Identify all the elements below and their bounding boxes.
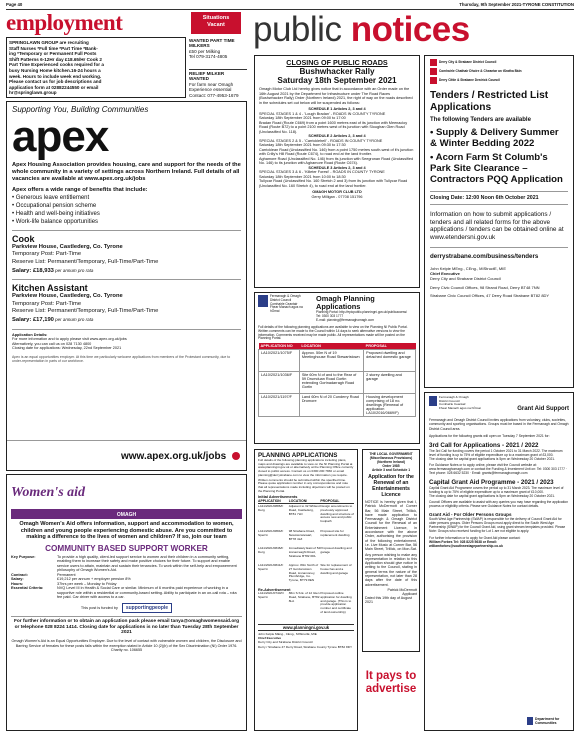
closing-sub: Bushwhacker Rally [299, 67, 375, 76]
council-name [270, 295, 313, 323]
detail-value: 37hrs per week – Monday to Friday [57, 581, 117, 586]
relief-line: Experience essential [189, 87, 232, 93]
licence-body: NOTICE is hereby given that I, Patrick McDermott of Corner Bar, 56 Main Street, Trillick, have made application to Fermanagh & Omagh District Council for the Renewal of an Entertainment Licence, in accordance with the above Order, authorising the provision of the following entertainment, i.e. Live Music at Corner Bar, 56 Main Street, Trillick, on Mon-Sat. [365, 500, 417, 552]
milkers-line: £50 per Milking [189, 48, 221, 54]
table-cell: Proposed dwelling and garage [320, 546, 352, 555]
table-cell: Approx. 50m N of 19 Meetinghouse Road Stewartstown [299, 350, 363, 372]
licence-title: Application for the Renewal of an Entertainments Licence [368, 474, 414, 498]
schedule-line: Carricklean Road (Unclassified No. 146) from a point 1750 metres south-west of it's junction with Crilly's Hill Road (Route C674), to road end at the land frontier. [259, 147, 414, 156]
omagh-planning-table [258, 343, 416, 417]
closing-signoff: OMAGH MOTOR CLUB LTD [312, 190, 362, 194]
funded-by-label: This post is funded by [80, 605, 118, 610]
detail-row [11, 555, 242, 573]
omagh-planning-header [258, 295, 416, 323]
council-line: Fermanagh & Omagh [269, 294, 301, 298]
issue-date: Thursday, 9th September 2021-TYRONE CONSTITUTION [459, 2, 574, 7]
grant-contact: Council Officers are available to assist with any queries you may have regarding the application process or eligibility criteria. Please see Guidance Notes for contact details. [429, 499, 569, 508]
benefit-item: • Health and well-being initiatives [12, 210, 241, 218]
licence-header-line: Order 1985 [382, 464, 400, 468]
advertise-promo [362, 656, 420, 731]
kitchen-location: Parkview House, Castlederg, Co. Tyrone [12, 293, 123, 300]
supporting-people-logo: supportingpeople [122, 603, 172, 613]
table-cell: LA11/2021/0841/F Sperrin [258, 563, 284, 572]
tender-item: • Acorn Farm St Columb's Park Site Clearance – Contractors PQQ Application [430, 152, 568, 185]
schedule-heading: SCHEDULE 2 Articles 2, 3 and 4 [308, 134, 366, 138]
council-line: District Council [269, 297, 292, 302]
tenders-notice [424, 55, 574, 388]
table-cell: Proposed dwelling and detached domestic garage [364, 350, 416, 372]
omagh-planning-notice [254, 292, 420, 444]
app-details-line: Alternatively, you can call us on 028 7130 4800 [12, 341, 92, 346]
council-crest-icon [258, 295, 268, 307]
column-header: PROPOSAL [320, 499, 340, 504]
cook-location: Parkview House, Castlederg, Co. Tyrone [12, 243, 123, 250]
column-header: PROPOSAL [364, 343, 416, 350]
post-title: COMMUNITY BASED SUPPORT WORKER [45, 543, 208, 553]
schedule-line: Bradan Road (Route C669) from a point 1600 metres east of its junction with Meenacloy Road (Route B72) to a point 2100 metres west of its junction with Sloughan Glen Road (Unclassified No. 118). [259, 120, 408, 134]
cook-temporary: Temporary Post: Part-Time [12, 251, 82, 258]
licence-signature: Patrick McDermott [387, 587, 417, 592]
schedule-line: Tullycar Road (Unclassified No. 160 Stretch 2 and 3) from its junction with Tullycar Road (Unclassified No. 160 Stretch 4), to road end at the land frontier. [259, 179, 408, 188]
council-line: Comhairle Ceantair [269, 301, 298, 306]
milkers-line: Tel 079-3174-4805 [189, 54, 228, 60]
milkers-line: WANTED PART TIME [189, 38, 235, 43]
apex-ad [6, 101, 247, 471]
signoff-line: John Kelpie MEng., CEng., MIStructE, MIE [430, 266, 507, 272]
signoff-line: John Kelple MEng., CEng., MIStructE, MIE [258, 632, 317, 637]
public-word: public [253, 10, 342, 49]
grant-call-1-heading: 3rd Call for Applications - 2021 / 2022 [429, 441, 539, 449]
council-logo-icon [430, 77, 437, 84]
springlawn-line: week. Hours to include week end working. [9, 73, 102, 79]
column-header: LOCATION/ [288, 499, 308, 504]
cook-salary [12, 267, 241, 276]
detail-key: Key Purpose: [11, 554, 36, 559]
ds-planning-signoff [258, 633, 354, 650]
kitchen-salary [12, 316, 241, 325]
grant-call-line: The closing date for capital grant applications is 5pm on Wednesday 20 October 2021. [429, 456, 556, 461]
initial-ads-heading: Initial Advertisements [258, 495, 298, 500]
licence-header-line: THE LOCAL GOVERNMENT [369, 452, 413, 456]
table-cell: 98 Strabane Road, Newtownstewart, BT78 4LZ [288, 529, 315, 541]
badge-line-2: Vacant [207, 22, 225, 28]
licence-header [365, 452, 417, 472]
table-row [258, 547, 354, 564]
kitchen-reserve: Reserve List: Permanent/Temporary, Full-Time/Part-Time [12, 308, 159, 315]
womens-aid-ad [6, 474, 247, 731]
table-row [258, 530, 354, 547]
licence-body-2: Any person wishing to make any representation in relation to this Application should give notice in writing to the Council, stating in general terms the nature of the representation, not later than 28 days after the date of this advertisement. [365, 552, 417, 587]
advertise-line: It pays to [365, 670, 417, 682]
apex-intro: Apex Housing Association provides housing, care and support for the needs of the whole community in a variety of settings across Northern Ireland. Full details of all vacancies are available at www.apex.org.uk/jobs [12, 162, 241, 183]
schedule-line: SPECIAL STAGES 2 & 5 - 'Carricklehell' - ROADS IN COUNTY TYRONE [259, 138, 383, 143]
closing-date: Saturday 18th September 2021 [277, 76, 397, 85]
planning-portal: Planning Portal: http://epicpublic.planningni.gov.uk/publicaccess/ [316, 310, 408, 314]
council-logo-row [430, 68, 568, 75]
womens-aid-logo [11, 485, 85, 501]
ds-planning-title: PLANNING APPLICATIONS [258, 452, 338, 459]
tenders-list [430, 127, 568, 185]
detail-key: Salary: [11, 577, 24, 582]
dfc-logo-icon [527, 717, 533, 725]
signoff-line: Chief Executive [258, 636, 282, 641]
situations-vacant-badge [191, 12, 241, 34]
apex-kitchen-section [12, 279, 241, 324]
relief-line: WANTED [189, 76, 209, 82]
council-name: Comhairle Chathair Dhoire & Cheantar an tSratha Báin [439, 68, 522, 73]
ds-planning-notice [254, 449, 358, 731]
council-line: Fhear Manach agus na hÓmaí [439, 405, 481, 410]
detail-value: To provide a high quality, client-led support service to women and their children in a community setting, enabling them to increase their safety and make positive choices for their future. To support and enable service users to attain, maintain and sustain their tenancies. To work within the self-help and empowerment philosophy of Omagh Women's Aid. [57, 554, 237, 573]
planning-portal-link[interactable]: www.planningni.gov.uk [258, 624, 354, 631]
licence-signature-role: Applicant [402, 591, 417, 596]
grant-aid-title: Grant Aid Support [517, 406, 569, 413]
table-cell: Immediately East of 52 Lisnacreaght Road, Strabane BT82 0DL [288, 546, 321, 558]
womens-aid-intro: Omagh Women's Aid offers information, support and accommodation to women, children and young people experiencing domestic abuse. Are you committed to making a difference to the lives of women and children? If so, join our team [19, 521, 234, 541]
springlawn-email: hr@springlawn.group [9, 90, 57, 96]
closing-title: CLOSING OF PUBLIC ROADS [286, 58, 388, 67]
womens-aid-logo-bar [11, 477, 242, 511]
detail-key: Contract: [11, 572, 28, 577]
badge-line-1: Situations [202, 15, 230, 21]
table-cell: Site 60m N of and to the Rear of 59 Drumduan Road Gortin extending Gortnadarragh Road Gortin [299, 372, 363, 394]
kitchen-salary-value: Salary: £17,190 [12, 316, 54, 323]
table-cell: LA11/2021/0740/O Sperrin [258, 591, 284, 600]
advertise-line: advertise [365, 683, 417, 695]
licence-header-line: (Northern Ireland) [377, 460, 405, 464]
apex-benefits-list [12, 194, 241, 226]
public-notices-heading [253, 8, 470, 52]
benefit-item: • Work-life balance opportunities [12, 218, 241, 226]
council-logo-icon [430, 59, 437, 66]
table-cell: Housing development comprising of 18 no. dwellings (Renewal of application LA10/2016/0669/F) [364, 394, 416, 417]
detail-row [11, 586, 242, 600]
relief-line: RELIEF MILKER [189, 71, 225, 76]
closing-intro: Omagh Motor Club Ltd hereby gives notice that in accordance with an Order made on the 16th August 2021 by the Department for Infrastructure under The Road Races (Bushwhacker Rally) Order (Northern Ireland) 2021, the right of way on the roads described in the schedules set out below will be suspended as follows: [259, 87, 413, 105]
apex-logo [12, 112, 241, 161]
app-details-heading: Application Details: [12, 332, 48, 337]
detail-value: NVQ Level III in Health & Social Care or similar. Minimum of 6 months paid experience of working in a supportive role within a residential or community-based setting. Ability to participate in an on-call rota – rota fee paid. Car driver with access to a car. [57, 586, 237, 600]
council-logo-row [430, 77, 568, 84]
schedule-line: Saturday 18th September 2021 from 10:00 to 18:30 [259, 174, 346, 179]
grant-swap-contact: William Forbes Tel: 028 8225 5638 or Email: williamforbes@southwestagepartnership.co.uk [429, 539, 503, 548]
licence-notice [362, 449, 420, 652]
womens-aid-omagh-strip: OMAGH [11, 511, 242, 519]
table-cell: LA10/2021/1197/F [259, 394, 300, 417]
signoff-address: Derry / Strabane 47 Derry Road, Strabane County Tyrone BT82 8DY [258, 645, 353, 650]
schedule-2 [259, 134, 415, 166]
kitchen-salary-note: per annum pro rata [53, 316, 94, 322]
table-cell: LA10/2021/1075/F [259, 350, 300, 372]
grant-contact: For Guidance Notes or to apply online, please visit the Council website at: www.fermanaghomagh.com or contact the Funding & Investment Unit on: Tel: 0300 303 1777 · Text phone: 028 6632 5230 · Email: grants@fermanaghomagh.com [429, 462, 567, 475]
springlawn-text [9, 40, 183, 96]
womens-aid-equal-ops: Omagh Women's Aid is an Equal Opportunities Employer. Due to the level of contact with vulnerable women and children, the Disclosure and Barring Service of females for these posts falls within the exemption stated in Article 10 (2)(b) of the Sex Discrimination (NI) Order 1976. Charity no. 106655 [11, 639, 242, 652]
springlawn-line: SPRINGLAWN GROUP are recruiting [9, 40, 89, 45]
schedule-heading: SCHEDULE 3 Articles 2, 3 and 4 [308, 165, 366, 170]
cook-title: Cook [12, 233, 35, 244]
grant-open: Applications for the following grants will open on Tuesday 7 September 2021 for: [429, 433, 550, 438]
tenders-subtitle: The following Tenders are available [430, 117, 531, 123]
licence-header-line: Article 3 and Schedule 1 [371, 468, 411, 472]
column-header: LOCATION [299, 343, 363, 350]
signoff-line: Chief Executive [430, 271, 460, 277]
grant-call-line: South West Age Partnership (SWAP) is responsible for the delivery of Council Grant Aid for older persons groups. Older Persons Groups must apply direct to the South West Age Partnership (SWAP) for the Council Grant Aid, using grant stream templates provided. Please Note: Groups who received funding for Lot 1 are not eligible to apply. [429, 516, 566, 533]
schedule-line: SPECIAL STAGES 1 & 4 - 'Lough Bradan' - ROADS IN COUNTY TYRONE [259, 111, 386, 116]
springlawn-line: ing *Temporary or Permanent Full Posts [9, 51, 97, 57]
notices-word: notices [350, 10, 470, 49]
dfc-logo-text: Department for Communities [535, 717, 560, 725]
signoff-address: Strabane Civic Council Offices, 47 Derry Road Strabane BT82 8DY [430, 293, 550, 299]
omagh-planning-title: Omagh Planning Applications [316, 294, 375, 311]
detail-value: £19,212 per annum + employer pension 8% [57, 577, 131, 582]
springlawn-ad [6, 37, 186, 98]
grant-call-line: Capital Grant Aid Programme covers the period up to 31 March 2023. The maximum level of funding is up to 75% of eligible expenditure up to a maximum grant of £10,000. [429, 485, 564, 494]
grant-intro: Fermanagh and Omagh District Council invites applications from voluntary, clubs, societies, community and sporting organisations. Groups must be based in the Fermanagh and Omagh District Council area. [429, 418, 569, 431]
employment-heading: employment [6, 10, 123, 35]
relief-milker-ad [189, 69, 247, 98]
table-row [258, 505, 354, 530]
apex-dot-icon [232, 452, 240, 460]
grant-call-2-heading: Capital Grant Aid Programme - 2021 / 2023 [429, 478, 554, 486]
apex-web-link[interactable]: www.apex.org.uk/jobs [121, 451, 227, 462]
dfc-logo [527, 717, 569, 725]
grant-call-line: The closing date for capital grant applications is 5pm on Wednesday 20 October 2021. [429, 493, 556, 498]
kitchen-title: Kitchen Assistant [12, 283, 88, 294]
tenders-signoff [430, 266, 568, 298]
table-row [259, 394, 416, 417]
womens-aid-further-info: For further information or to obtain an application pack please email tanya@omaghwomensaid.org or telephone 028 8224 1414. Closing date for applications is no later than Tuesday 28th September 2021 [11, 616, 242, 636]
council-line: Comhairle Ceantair [439, 402, 466, 407]
omagh-planning-intro: Full details of the following planning applications are available to view on the Planning NI Public Portal. Written comments can be made to the Council within 14 days to seek alternative versions to view the information. Comments received may be made public. All representations made will be posted on the Planning Portal. [258, 324, 408, 341]
springlawn-line: application form at 02882244550 or email [9, 84, 99, 90]
council-line: District Council [439, 398, 460, 403]
council-name [439, 396, 481, 410]
schedule-1 [259, 107, 415, 134]
apex-web-footer [7, 440, 246, 470]
schedule-line: Saturday 18th September 2021 from 09:00 to 17:00 [259, 116, 346, 120]
council-line: Fhear Manach agus na hÓmaí [269, 305, 303, 314]
signoff-line: Derry City and Strabane District Council [430, 276, 501, 282]
schedule-line: Saturday 18th September 2021 from 09:30 to 17:30 [259, 143, 346, 147]
milkers-line: MILKERS [189, 43, 210, 49]
closing-contact: Gerry Milligan - 07708 151796 [311, 194, 363, 199]
table-cell: LA11/2021/0886/F Derg [258, 504, 284, 513]
table-cell: Site for replacement of house has and a dwelling and garage [320, 563, 352, 575]
table-cell: LA11/2021/0846/F Derg [258, 546, 284, 555]
table-cell: LA10/2021/1036/F [259, 372, 300, 394]
springlawn-line: Shift Patterns 6-12Hr day £18.65/Hr Cook 2 [9, 56, 102, 62]
licence-header-line: (Miscellaneous Provisions) [369, 456, 413, 460]
table-row [259, 350, 416, 372]
app-details-line: Closing date for applications: Wednesday, 22nd September 2021 [12, 346, 122, 351]
detail-value: Permanent [57, 572, 76, 577]
grant-swap: For further information or to apply for Grant Aid please contact: [429, 535, 521, 540]
cook-salary-value: Salary: £18,933 [12, 267, 54, 274]
app-details-line: For more information and to apply please visit www.apex.org.uk/jobs [12, 337, 127, 342]
readv-heading: Re-Advertisement [258, 588, 291, 593]
signoff-line: Derry City and Strabane District Council [258, 639, 313, 644]
table-cell: Proposed outline application for dwelling and garage. (This is to provide application number and certificate of land ownership) [320, 591, 352, 614]
detail-key: Hours: [11, 581, 24, 586]
ds-planning-comments: Written comments should be submitted within the specified time. Please quote application number in any correspondence and note that all representations made including objections will be posted on the Planning Portal. [258, 477, 350, 493]
council-name: Derry Cittie & Strabane Destrìck Council [439, 77, 500, 82]
springlawn-line: Please contact us for job descriptions and [9, 79, 102, 85]
tenders-closing-date: Closing Date: 12:00 Noon 6th October 2021 [430, 191, 568, 205]
grant-call-3-heading: Grant Aid - For Older Persons Groups [429, 511, 512, 517]
council-logo-row [430, 59, 568, 66]
fodc-logo [258, 295, 313, 323]
table-cell: LA11/2021/0884/F Sperrin [258, 529, 284, 538]
signoff-address: Derry Civic Council Offices, 98 Strand Road, Derry BT48 7NN [430, 285, 540, 291]
table-cell: Proposed site for replacement dwelling [320, 529, 350, 538]
tenders-title: Tenders / Restricted List Applications [430, 90, 549, 113]
planning-email: E-mail: planning@fermanaghomagh.com [316, 317, 374, 322]
licence-dated: Dated this 19th day of August 2021 [365, 595, 412, 604]
tenders-info: Information on how to submit applications / tenders and all related forms for the above applications / tenders can be obtained online at www.etendersni.gov.uk [430, 211, 564, 241]
schedule-line: Aghamore Road (Unclassified No. 146) from its junction with Seegronan Road (Unclassified No. 146) to its junction with Aghamore Road (Route C674). [259, 156, 414, 165]
column-header: APPLICATION NO [259, 343, 300, 350]
milkers-ad [189, 38, 247, 68]
grant-aid-notice [424, 392, 574, 731]
table-cell: Design amendments to previously approved dwelling and structure of access new and public footpath [320, 504, 354, 524]
apex-logo-text: apex [12, 112, 109, 161]
tender-council-logos [430, 59, 568, 84]
cook-salary-note: per annum pro rata [53, 267, 94, 273]
springlawn-line: Part Time Experienced cooks required for a [9, 62, 104, 68]
funded-by-row [11, 603, 242, 613]
springlawn-line: busy Nursing Home kitchen.16-24 hours a [9, 67, 101, 73]
table-row [258, 592, 354, 622]
detail-key: Essential Criteria: [11, 586, 44, 591]
schedule-3 [259, 166, 415, 189]
table-cell: 2 storey dwelling and garage [364, 372, 416, 394]
table-row [259, 372, 416, 394]
apex-benefits-heading: Apex offers a wide range of benefits that include: [12, 186, 148, 193]
grant-call-line: The 3rd Call for funding covers the period 1 October 2021 to 31 March 2022. The maximum level of funding is up to 75% of eligible expenditure up to a maximum grant of £3,000. [429, 448, 563, 457]
cook-reserve: Reserve List: Permanent/Temporary, Full-Time/Part-Time [12, 259, 159, 265]
table-cell: Adjacent to 32 Whitest Road, Castlederg, BT81 7LD [288, 504, 320, 516]
table-cell: Approx. 80m North of 27 Gordonstown Road, Lisnamoney, Plumbridge, Co. Tyrone, BT79 8EN [288, 563, 319, 583]
apex-tagline: Supporting You, Building Communities [12, 105, 149, 114]
schedule-heading: SCHEDULE 1 Articles 2, 3 and 4 [308, 107, 366, 111]
benefit-item: • Occupational pension scheme [12, 202, 241, 210]
apex-cook-section [12, 230, 241, 275]
page-number: Page 40 [6, 2, 23, 7]
table-cell: Land 60m N of 20 Cunderry Road Dromore [299, 394, 363, 417]
column-header: APPLICATION [258, 499, 281, 504]
table-row [258, 564, 354, 588]
council-line: Fermanagh & Omagh [439, 395, 469, 399]
tender-item: • Supply & Delivery Summer & Winter Bedding 2022 [430, 127, 568, 149]
apex-application-details [12, 329, 241, 351]
tenders-web-link[interactable]: derrystrabane.com/business/tenders [430, 247, 568, 260]
council-crest-icon [429, 396, 437, 406]
springlawn-line: Staff Nurses *Full time *Part Time *Bank- [9, 45, 98, 51]
womens-aid-logo-text: Women's aid [11, 485, 86, 500]
council-logo-icon [430, 68, 437, 75]
planning-tel: Tel: 0300 303 1777 [316, 313, 344, 318]
relief-line: For farm near Omagh [189, 81, 234, 87]
closing-roads-notice [254, 55, 420, 288]
benefit-item: • Generous leave entitlement [12, 194, 241, 202]
council-name: Derry City & Strabane District Council [439, 59, 497, 64]
schedule-line: SPECIAL STAGES 3 & 6 - 'Killeter Forest' - ROADS IN COUNTY TYRONE [259, 170, 385, 174]
apex-equal-ops: Apex is an equal opportunities employer. At this time we particularly welcome applications from members of the Protestant community, due to under-representation in parts of our workforce. [12, 354, 231, 363]
post-details [11, 555, 242, 600]
kitchen-temporary: Temporary Post: Part-Time [12, 300, 82, 307]
ds-planning-intro: Full details of the following planning applications including plans, maps and drawings are available to view on the NI Planning Portal at www.planningni.gov.uk or alternatively at the Planning Office currently closed to public access. Contact us on 0300 200 7830 or email planning@derrystrabane.com to view the information you require. [258, 458, 354, 477]
table-cell: 86m S.S.E. of 12 Glen Road, Strabane, BT82 8LA [288, 591, 320, 603]
relief-line: Contact: 077-4953-1679 [189, 92, 239, 98]
omagh-planning-title-block [316, 295, 416, 323]
